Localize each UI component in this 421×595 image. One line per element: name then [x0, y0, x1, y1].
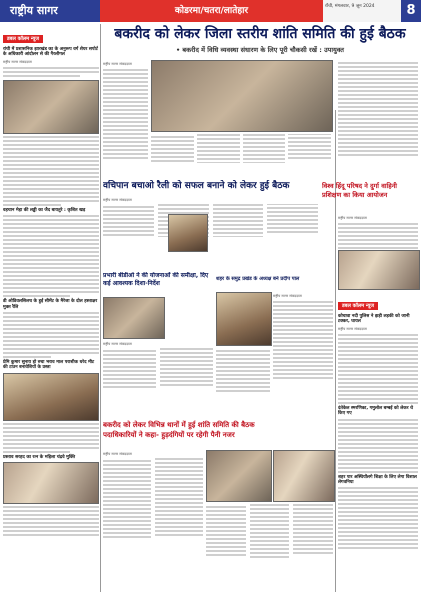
- masthead: [0, 0, 421, 22]
- region-title: कोडरमा/चतरा/लातेहार: [100, 0, 323, 22]
- top-story-text-right: [338, 60, 418, 180]
- date-line: राँची, मंगलवार, 9 जून 2024: [323, 0, 401, 22]
- bdo-byline: राष्ट्रीय सागर संवाददाता: [103, 342, 132, 346]
- bottom-headline-2: पदाधिकारियों ने कहा- हुड़दंगियों पर रहेगी पैनी नजर: [103, 431, 235, 439]
- rally-headline-wrap: [103, 180, 318, 194]
- double-column-label: डबल कॉलम न्यूज: [3, 35, 43, 43]
- center-byline: राष्ट्रीय सागर संवाददाता: [273, 294, 302, 298]
- right-byline: राष्ट्रीय सागर संवाददाता: [338, 326, 367, 331]
- right-story1-headline: कोचावा नदी पुलिस ने झड़ी लड़की को जानी टक्कर, घायल: [338, 314, 410, 325]
- rally-photo: [168, 214, 208, 252]
- left-story1-body: [3, 67, 99, 77]
- center-body: [273, 292, 333, 416]
- rally-story-body: [103, 196, 318, 268]
- bdo-body: [103, 340, 213, 418]
- left-story4-headline: प्रेमि कुमार सुनाय हो रुचा भराव माल पराशीक धरेद मीट की टाउन बनावेशियों के प्रस्ता: [3, 359, 95, 371]
- vhp-headline: विश्व हिंदू परिषद ने दुर्गा वाहिनी प्रशिक्षण का किया आयोजन: [322, 182, 397, 199]
- bdo-headline: प्रभारी बीडीओ ने की योजनाओं की समीक्षा, दिए कई आवश्यक दिशा-निर्देश: [103, 272, 209, 287]
- center-headline: शहर के समुद्र प्रखंड के अध्यक्ष बने प्रदीप पाल: [216, 276, 300, 282]
- top-story-text-mid: [151, 133, 331, 178]
- bdo-photo: [103, 297, 165, 339]
- top-story-text-left: [103, 60, 148, 178]
- left-photo-3: [3, 462, 99, 504]
- vhp-headline-wrap: [322, 182, 418, 212]
- left-story5-headline: प्रस्ताव सरहद का रत्न के महिला चंद्रवे मुक्ति: [3, 454, 76, 460]
- left-photo-2: [3, 373, 99, 421]
- right-double-column-label: डबल कॉलम न्यूज: [338, 302, 378, 310]
- right-story2-headline: दंतेकेल स्मरणिका, गमुलोल बम्बई को लेकर थे किए गए: [338, 405, 414, 417]
- left-story1-byline: राष्ट्रीय सागर संवाददाता: [3, 59, 32, 64]
- rally-headline: वचिपान बचाओ रैली को सफल बनाने को लेकर हुई बैठक: [103, 181, 290, 191]
- bottom-headline-wrap: [103, 420, 333, 448]
- section-title: राष्ट्रीय सागर: [0, 0, 100, 22]
- left-column: [3, 25, 99, 593]
- page-number: 8: [401, 0, 421, 22]
- top-story-byline: राष्ट्रीय सागर संवाददाता: [103, 62, 132, 66]
- rally-byline: राष्ट्रीय सागर संवाददाता: [103, 198, 132, 202]
- top-story-photo: [151, 60, 333, 132]
- right-story3-headline: शहर पार अस्थियोंलगे शिक्षा के लिए लेगा विशाल लेगवनिया: [338, 474, 417, 485]
- left-story3-body: [3, 312, 99, 358]
- bottom-photo-2: [273, 450, 335, 502]
- bottom-body-left: [103, 450, 203, 592]
- center-body-2: [216, 348, 270, 416]
- bottom-body-right: [206, 503, 333, 592]
- left-story3-headline: डी ओडिवलसिलच के हुई सीमेंट के मैरेजा के दोल हस्ताक्षर मुक्त रैलि: [3, 299, 98, 310]
- left-story5-body: [3, 506, 99, 536]
- left-story2-body: [3, 215, 99, 297]
- column-divider: [100, 24, 101, 592]
- vhp-byline: राष्ट्रीय सागर संवाददाता: [338, 216, 367, 220]
- top-story-headline: बकरीद को लेकर जिला स्तरीय शांति समिति की हुई बैठक: [114, 26, 406, 42]
- bdo-headline-wrap: [103, 272, 213, 294]
- left-story1-body-2: [3, 136, 99, 206]
- bottom-photo-1: [206, 450, 272, 502]
- center-photo: [216, 292, 272, 346]
- bottom-headline: बकरीद को लेकर विभिन्न थानों में हुई शांति समिति की बैठक: [103, 421, 255, 429]
- left-photo-1: [3, 80, 99, 134]
- center-headline-wrap: [216, 276, 331, 288]
- right-column: [338, 292, 418, 592]
- bottom-byline: राष्ट्रीय सागर संवाददाता: [103, 452, 132, 456]
- top-story-subhead: • बकरीद में विधि व्यवस्था संधारण के लिए पूरी चौकसी रखें : उपायुक्त: [175, 46, 344, 54]
- left-story1-headline: रांची में प्रशासनिक झारखंड का के अनुरूप वर्ग शेयर सपोर्ट के अधिकारी आंदोलन से की गैरलीगल: [3, 47, 98, 58]
- left-story2-headline: वहचान मेहा की लड्डी का जैद बायतुरे : कृशित खड़: [3, 207, 86, 213]
- left-story4-body: [3, 423, 99, 453]
- vhp-photo: [338, 250, 420, 290]
